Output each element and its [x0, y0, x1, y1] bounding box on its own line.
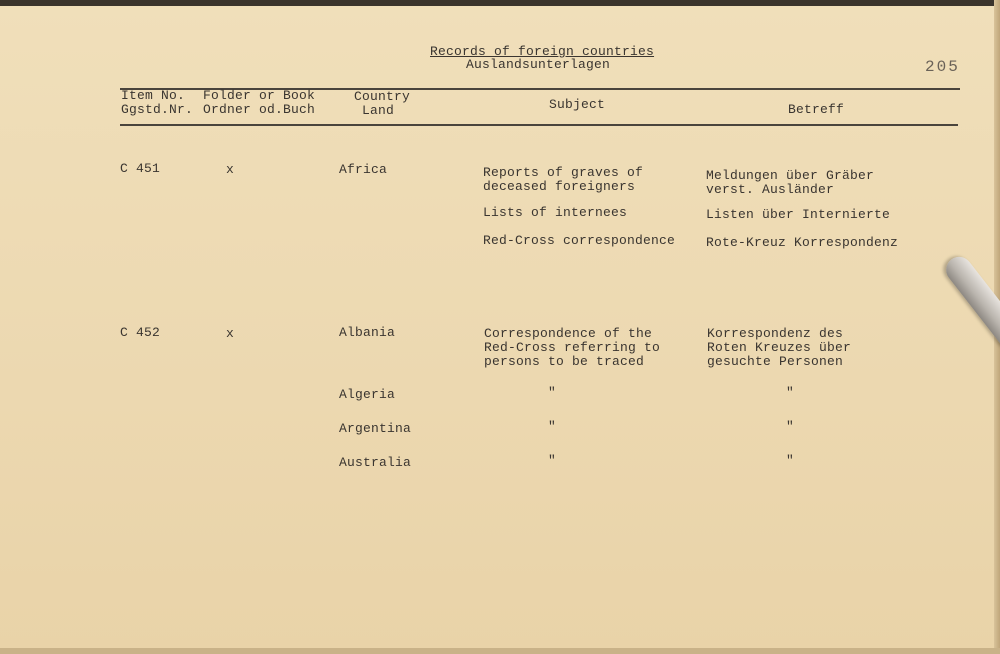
ditto-mark: "	[786, 419, 795, 434]
ditto-mark: "	[786, 453, 795, 468]
ditto-row-country: Argentina	[339, 421, 412, 436]
entry-item-number: C 452	[120, 325, 161, 340]
entry-subject: Reports of graves of deceased foreigners	[483, 165, 644, 194]
column-header-betreff: Betreff	[788, 102, 845, 117]
column-header-item-en: Item No.	[121, 88, 186, 103]
entry-subject: Lists of internees	[483, 205, 628, 220]
entry-country: Africa	[339, 162, 388, 177]
column-header-country-de: Land	[362, 103, 395, 118]
entry-betreff: Meldungen über Gräber verst. Ausländer	[706, 168, 875, 197]
ditto-mark: "	[548, 453, 557, 468]
document-title: Records of foreign countries	[430, 44, 655, 59]
entry-folder-mark: x	[226, 326, 235, 341]
page-holder-tong	[941, 252, 1000, 355]
page-bottom-edge	[0, 648, 1000, 654]
page-number: 205	[925, 58, 960, 76]
entry-betreff: Listen über Internierte	[706, 207, 891, 222]
entry-subject: Correspondence of the Red-Cross referring to persons to be traced	[484, 326, 661, 369]
document-subtitle: Auslandsunterlagen	[466, 57, 611, 72]
column-header-country-en: Country	[354, 89, 411, 104]
entry-betreff: Rote-Kreuz Korrespondenz	[706, 235, 899, 250]
ditto-row-country: Australia	[339, 455, 412, 470]
ditto-row-country: Algeria	[339, 387, 396, 402]
header-bottom-rule	[120, 124, 958, 126]
entry-country: Albania	[339, 325, 396, 340]
ditto-mark: "	[786, 385, 795, 400]
column-header-item-de: Ggstd.Nr.	[121, 102, 194, 117]
page-top-edge	[0, 0, 1000, 6]
entry-subject: Red-Cross correspondence	[483, 233, 676, 248]
ditto-mark: "	[548, 419, 557, 434]
ditto-mark: "	[548, 385, 557, 400]
column-header-folder-de: Ordner od.Buch	[203, 102, 316, 117]
entry-betreff: Korrespondenz des Roten Kreuzes über gesuchte Personen	[707, 326, 852, 369]
entry-folder-mark: x	[226, 162, 235, 177]
column-header-subject: Subject	[549, 97, 606, 112]
entry-item-number: C 451	[120, 161, 161, 176]
column-header-folder-en: Folder or Book	[203, 88, 316, 103]
